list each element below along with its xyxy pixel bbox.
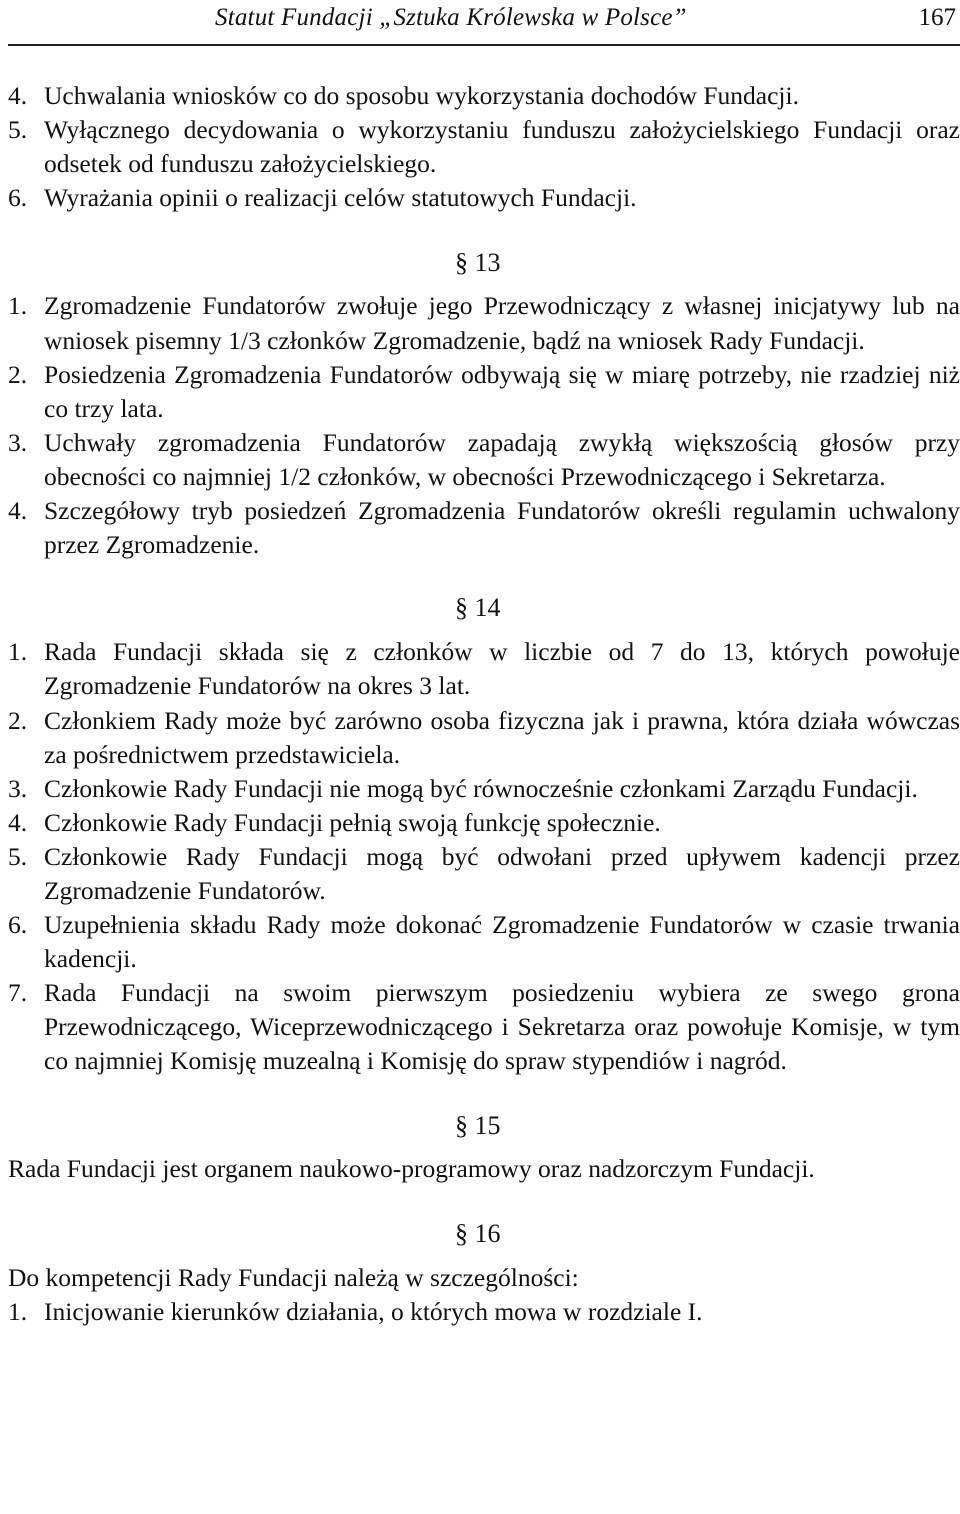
list-item	[8, 840, 960, 908]
section-heading-16: § 16	[455, 1218, 501, 1248]
section-heading-14: § 14	[455, 593, 501, 623]
item-text: Członkowie Rady Fundacji nie mogą być równocześnie członkami Zarządu Fundacji.	[44, 773, 918, 803]
list-item	[8, 426, 960, 494]
list-item	[8, 1295, 960, 1329]
item-number: 4.	[8, 81, 28, 110]
list-item	[8, 79, 960, 113]
item-number: 5.	[8, 115, 28, 145]
item-text: Wyłącznego decydowania o wykorzystaniu funduszu założycielskiego Fundacji oraz odsetek od funduszu założycielskiego.	[44, 115, 960, 179]
list-item	[8, 772, 960, 806]
list-item	[8, 806, 960, 840]
section-paragraph: Do kompetencji Rady Fundacji należą w szczególności:	[8, 1262, 579, 1292]
list-item	[8, 289, 960, 357]
section-heading-13: § 13	[455, 248, 501, 278]
section-paragraph: Rada Fundacji jest organem naukowo-programowy oraz nadzorczym Fundacji.	[8, 1153, 815, 1183]
item-text: Szczegółowy tryb posiedzeń Zgromadzenia Fundatorów określi regulamin uchwalony przez Zgromadzenie.	[44, 496, 960, 560]
list-item	[8, 704, 960, 772]
item-number: 5.	[8, 841, 28, 871]
item-text: Uzupełnienia składu Rady może dokonać Zgromadzenie Fundatorów w czasie trwania kadencji.	[44, 910, 960, 974]
list-item	[8, 976, 960, 1078]
list-item	[8, 494, 960, 562]
page-body	[8, 79, 960, 1329]
item-number: 1.	[8, 637, 28, 667]
item-text: Wyrażania opinii o realizacji celów statutowych Fundacji.	[44, 183, 637, 213]
item-number: 6.	[8, 910, 28, 940]
item-number: 6.	[8, 183, 28, 213]
item-text: Uchwały zgromadzenia Fundatorów zapadają zwykłą większością głosów przy obecności co najmniej 1/2 członków, w obecności Przewodniczącego i Sekretarza.	[44, 427, 960, 491]
page-header	[0, 0, 960, 46]
item-text: Zgromadzenie Fundatorów zwołuje jego Przewodniczący z własnej inicjatywy lub na wniosek pisemny 1/3 członków Zgromadzenie, bądź na wniosek Rady Fundacji.	[44, 291, 960, 355]
item-text: Członkowie Rady Fundacji pełnią swoją funkcję społecznie.	[44, 807, 661, 837]
item-number: 4.	[8, 496, 28, 526]
item-number: 2.	[8, 705, 28, 735]
item-number: 1.	[8, 1296, 28, 1326]
section-heading-15: § 15	[455, 1110, 501, 1140]
list-item	[8, 113, 960, 181]
header-rule	[8, 44, 960, 46]
item-text: Rada Fundacji na swoim pierwszym posiedzeniu wybiera ze swego grona Przewodniczącego, Wiceprzewodniczącego i Sekretarza oraz powołuje Komisje, w tym co najmniej Komisję muzealną i Komisję do spraw stypendiów i nagród.	[44, 978, 960, 1076]
item-number: 3.	[8, 773, 28, 803]
item-text: Inicjowanie kierunków działania, o których mowa w rozdziale I.	[44, 1296, 703, 1326]
running-title: Statut Fundacji „Sztuka Królewska w Polsce”	[215, 4, 687, 31]
list-item	[8, 181, 960, 215]
item-number: 1.	[8, 291, 28, 321]
list-item	[8, 908, 960, 976]
item-number: 4.	[8, 807, 28, 837]
item-text: Rada Fundacji składa się z członków w liczbie od 7 do 13, których powołuje Zgromadzenie Fundatorów na okres 3 lat.	[44, 637, 960, 701]
item-text: Członkowie Rady Fundacji mogą być odwołani przed upływem kadencji przez Zgromadzenie Fundatorów.	[44, 841, 960, 905]
item-text: Posiedzenia Zgromadzenia Fundatorów odbywają się w miarę potrzeby, nie rzadziej niż co trzy lata.	[44, 359, 960, 423]
item-number: 2.	[8, 359, 28, 389]
list-item	[8, 635, 960, 703]
page-number: 167	[918, 4, 956, 31]
item-text: Uchwalania wniosków co do sposobu wykorzystania dochodów Fundacji.	[44, 81, 799, 110]
item-number: 3.	[8, 427, 28, 457]
item-text: Członkiem Rady może być zarówno osoba fizyczna jak i prawna, która działa wówczas za pośrednictwem przedstawiciela.	[44, 705, 960, 769]
list-item	[8, 358, 960, 426]
item-number: 7.	[8, 978, 28, 1008]
